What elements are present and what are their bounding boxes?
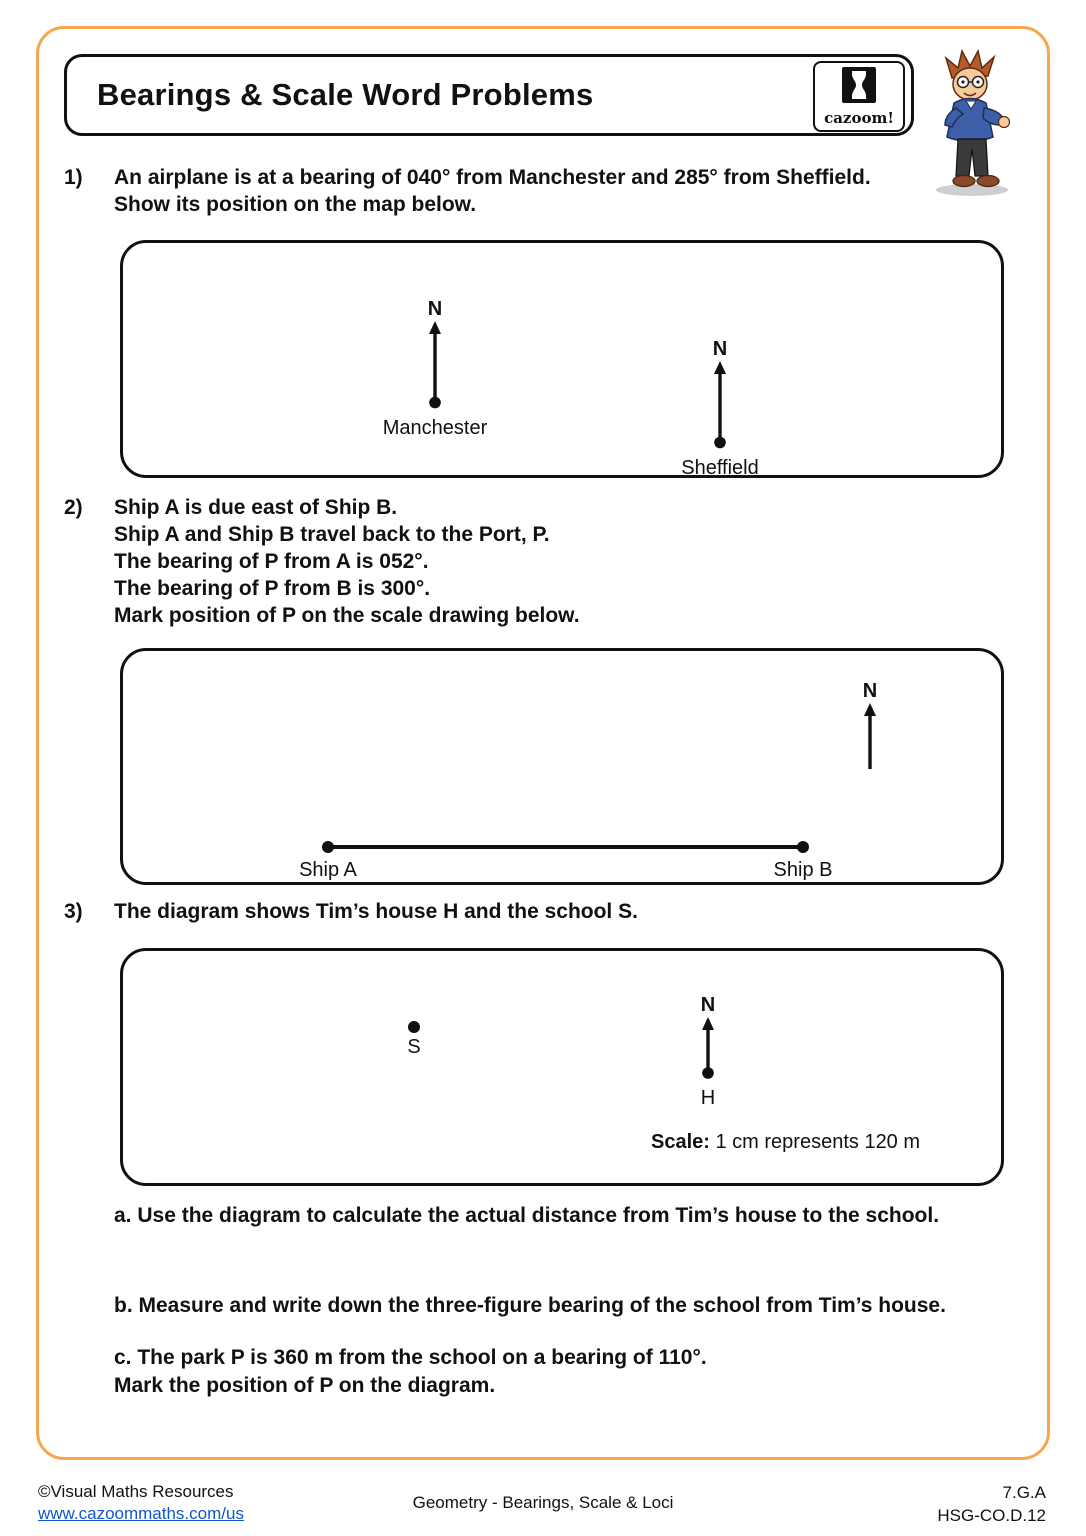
question-2-line-1: Ship A is due east of Ship B.: [114, 496, 398, 519]
manchester-north-arrow: [370, 297, 500, 440]
school-point-group: [399, 1021, 429, 1059]
manchester-label: Manchester: [382, 417, 488, 439]
question-3-text: [114, 898, 638, 925]
ship-a-label: Ship A: [299, 859, 357, 881]
q3-diagram-box: [120, 948, 1004, 1186]
question-2-line-4: The bearing of P from B is 300°.: [114, 577, 431, 600]
north-label: N: [712, 338, 728, 360]
question-1-line-2: Show its position on the map below.: [114, 193, 477, 216]
question-3-part-c-line-2: Mark the position of P on the diagram.: [114, 1374, 496, 1397]
sheffield-north-arrow: [655, 337, 785, 480]
title-box: [64, 54, 914, 136]
north-arrow-icon: [861, 703, 879, 774]
question-2-number: 2): [64, 496, 83, 519]
house-north-arrow: [693, 993, 723, 1110]
ship-segment-line: [327, 845, 804, 849]
north-arrow-icon: [426, 321, 444, 414]
scale-statement: [651, 1131, 920, 1154]
school-point: [408, 1021, 420, 1033]
school-label: S: [407, 1036, 421, 1058]
q2-diagram-box: [120, 648, 1004, 885]
cazoom-logo: [813, 61, 905, 132]
question-2: [64, 494, 580, 629]
house-label: H: [700, 1087, 716, 1109]
question-1: [64, 164, 871, 218]
question-2-line-5: Mark position of P on the scale drawing below.: [114, 604, 580, 627]
question-1-number: 1): [64, 166, 83, 189]
question-2-line-3: The bearing of P from A is 052°.: [114, 550, 429, 573]
mascot-illustration: [928, 46, 1016, 198]
north-arrow-icon: [699, 1017, 717, 1084]
north-label: N: [700, 994, 716, 1016]
question-3-part-c: [114, 1344, 1019, 1400]
standard-code-2: HSG-CO.D.12: [937, 1506, 1046, 1525]
sheffield-label: Sheffield: [681, 457, 759, 479]
ship-b-label: Ship B: [773, 859, 833, 881]
question-2-text: [114, 494, 580, 629]
ship-a-point: [322, 841, 334, 853]
footer-topic: Geometry - Bearings, Scale & Loci: [412, 1493, 674, 1512]
copyright-text: ©Visual Maths Resources: [38, 1482, 234, 1501]
question-1-text: [114, 164, 871, 218]
standard-code-1: 7.G.A: [1002, 1483, 1046, 1502]
question-2-line-2: Ship A and Ship B travel back to the Port, P.: [114, 523, 550, 546]
north-label: N: [862, 680, 878, 702]
question-3-part-c-line-1: c. The park P is 360 m from the school on a bearing of 110°.: [114, 1346, 707, 1369]
north-arrow-icon: [711, 361, 729, 454]
q1-diagram-box: [120, 240, 1004, 478]
footer-right: [937, 1481, 1046, 1527]
q2-north-arrow: [850, 679, 890, 774]
question-3-number: 3): [64, 900, 83, 923]
scale-label: Scale:: [651, 1131, 710, 1153]
question-1-line-1: An airplane is at a bearing of 040° from Manchester and 285° from Sheffield.: [114, 166, 871, 189]
north-label: N: [427, 298, 443, 320]
cazoom-logo-text: cazoom!: [824, 108, 894, 127]
question-3-line-1: The diagram shows Tim’s house H and the school S.: [114, 900, 638, 923]
ship-b-point: [797, 841, 809, 853]
question-3: [64, 898, 638, 925]
cazoom-logo-icon: [842, 67, 876, 108]
ship-segment: [322, 841, 809, 853]
question-3-part-b: b. Measure and write down the three-figure bearing of the school from Tim’s house.: [114, 1294, 946, 1317]
scale-text: 1 cm represents 120 m: [709, 1131, 921, 1153]
question-3-part-a: a. Use the diagram to calculate the actual distance from Tim’s house to the school.: [114, 1204, 940, 1227]
page-title: Bearings & Scale Word Problems: [97, 77, 594, 112]
website-link[interactable]: www.cazoommaths.com/us: [38, 1504, 244, 1523]
